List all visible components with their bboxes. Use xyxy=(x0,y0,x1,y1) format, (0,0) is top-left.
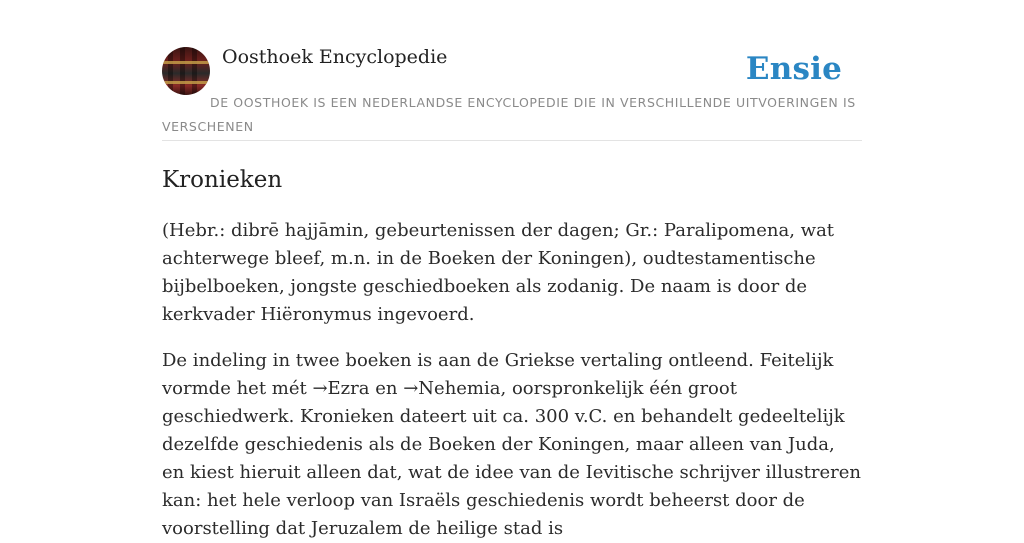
article xyxy=(162,165,862,543)
book-spine-icon xyxy=(192,47,197,95)
paragraph-2 xyxy=(162,347,862,543)
article-body xyxy=(162,217,862,543)
paragraph-2-text: , oorspronkelijk één groot geschiedwerk. Kronieken dateert uit ca. 300 v.C. en behandelt gedeeltelijk dezelfde geschiedenis als de Boeken der Koningen, maar alleen van Juda, en kiest hieruit alleen dat, wat de idee van de Ievitische schrijver illustreren kan: het hele verloop van Israëls geschiedenis wordt beheerst door de voorstelling dat Jeruzalem de heilige stad is xyxy=(162,378,861,539)
article-title: Kronieken xyxy=(162,167,283,193)
site-name[interactable]: Oosthoek Encyclopedie xyxy=(222,46,448,68)
book-spine-icon xyxy=(180,47,185,95)
book-band xyxy=(162,61,210,64)
page xyxy=(162,0,862,543)
book-spine-icon xyxy=(168,47,173,95)
paragraph-2-text: De indeling in twee boeken is aan de Griekse vertaling ontleend. Feitelijk vormde het mét xyxy=(162,350,834,399)
site-tagline: DE OOSTHOEK IS EEN NEDERLANDSE ENCYCLOPEDIE DIE IN VERSCHILLENDE UITVOERINGEN IS VERSCHENEN xyxy=(162,95,856,134)
site-header xyxy=(162,0,862,141)
link-nehemia[interactable]: →Nehemia xyxy=(403,378,501,399)
book-band xyxy=(162,81,210,84)
paragraph-1: (Hebr.: dibrē hajjāmin, gebeurtenissen der dagen; Gr.: Paralipomena, wat achterwege bleef, m.n. in de Boeken der Koningen), oudtestamentische bijbelboeken, jongste geschiedboeken als zodanig. De naam is door de kerkvader Hiëronymus ingevoerd. xyxy=(162,220,835,325)
paragraph-2-text: en xyxy=(369,378,404,399)
link-ezra[interactable]: →Ezra xyxy=(312,378,370,399)
site-logo-avatar[interactable] xyxy=(162,47,210,95)
ensie-logo[interactable]: Ensie xyxy=(745,51,842,87)
